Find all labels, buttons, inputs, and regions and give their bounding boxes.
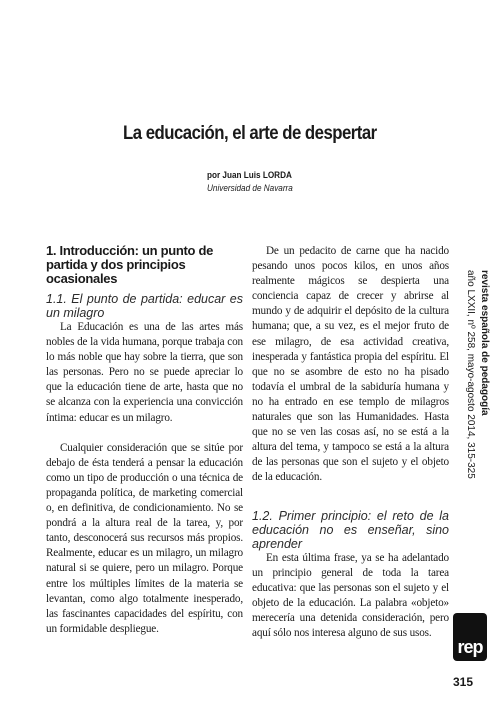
subsection-heading: 1.2. Primer principio: el reto de la educación no es enseñar, sino aprender [252, 508, 449, 551]
right-column [252, 244, 449, 641]
body-paragraph: En esta última frase, ya se ha adelantado un principio general de toda la tarea educativa: que las personas son el sujeto y el objeto de la educación. La palabra «objeto» merecería una detenida consideración, pero aquí sólo nos interesa alguno de sus usos. [252, 551, 449, 639]
issue-info: año LXXII, nº 258, mayo-agosto 2014, 315-325 [465, 270, 476, 479]
journal-logo-text: rep [457, 637, 483, 657]
author-affiliation: Universidad de Navarra [207, 183, 293, 194]
journal-name: revista española de pedagogía [479, 270, 490, 416]
journal-sidebar [452, 270, 494, 590]
article-author: por Juan Luis LORDA [207, 170, 292, 181]
page-number: 315 [453, 675, 474, 689]
body-paragraph: La Educación es una de las artes más nobles de la vida humana, porque trabaja con lo más noble que hay sobre la tierra, que son las personas. Pero no se puede apreciar lo que la educación tiene de arte, hasta que no se alcanza con la experiencia una convicción íntima: educar es un milagro. [46, 321, 243, 424]
body-paragraph: De un pedacito de carne que ha nacido pesando unos pocos kilos, en unos años realmente mágicos se despierta una conciencia capaz de crecer y abrirse al mundo y de adquirir el depósito de la cultura humana; que, a su vez, es el mejor fruto de ese milagro, de esa actividad creativa, inesperada y fantástica propia del espíritu. El que no se asombre de esto no ha pisado todavía el umbral de la sabiduría humana y no ha entrado en ese templo de milagros naturales que son las Humanidades. Hasta que no se ven las cosas así, no se está a la altura del tema, y tampoco se está a la altura de las personas que son el sujeto y el objeto de la educación. [252, 245, 449, 484]
section-heading: 1. Introducción: un punto de partida y dos principios ocasionales [46, 243, 214, 286]
left-column [46, 244, 243, 637]
subsection-heading: 1.1. El punto de partida: educar es un milagro [46, 292, 243, 320]
article-title: La educación, el arte de despertar [123, 122, 377, 144]
body-paragraph: Cualquier consideración que se sitúe por debajo de ésta tenderá a pensar la educación como un tipo de producción o una técnica de propaganda política, de marketing comercial o, en definitiva, de condicionamiento. No se pondrá a la altura real de la tarea, y, por tanto, desconocerá sus recursos más propios. Realmente, educar es un milagro, un milagro natural si se quiere, pero un milagro. Porque entre los múltiples límites de la materia se levantan, como algo totalmente inesperado, las fascinantes capacidades del espíritu, con un formidable despliegue. [46, 441, 243, 635]
